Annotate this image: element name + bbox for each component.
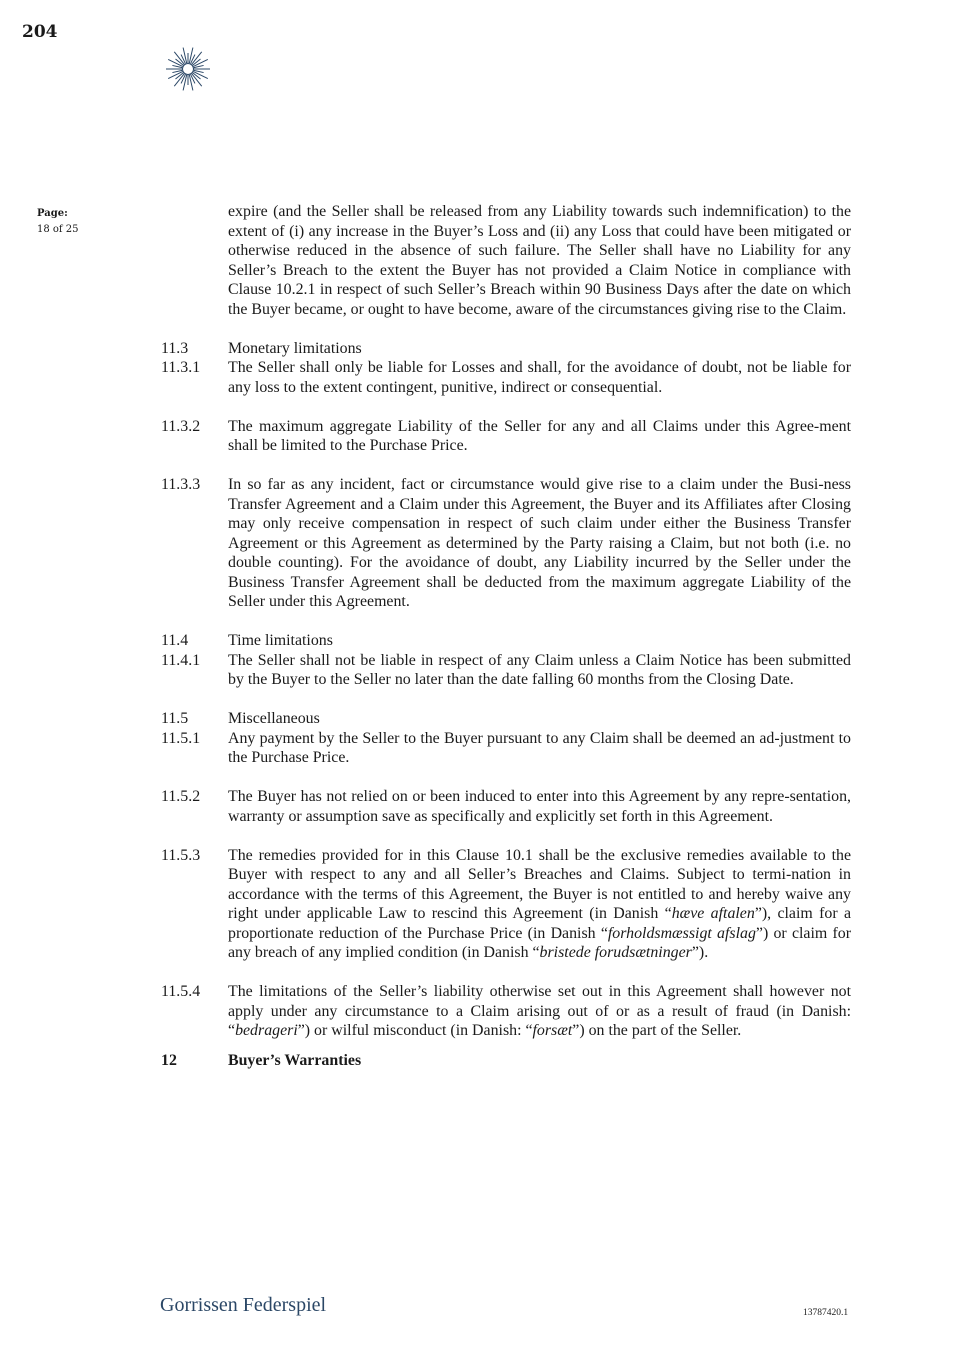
paragraph-continuation bbox=[161, 202, 851, 319]
clause-11-3-1 bbox=[161, 358, 851, 397]
clause-11-5-2 bbox=[161, 787, 851, 826]
clause-11-4-1 bbox=[161, 651, 851, 690]
logo-center bbox=[183, 64, 194, 75]
section-11-4-heading bbox=[161, 631, 851, 651]
section-11-5-heading bbox=[161, 709, 851, 729]
document-body bbox=[161, 202, 851, 1070]
clause-text: The maximum aggregate Liability of the Seller for any and all Claims under this Agree-ment shall be limited to the Purchase Price. bbox=[228, 417, 851, 454]
clause-text: The Seller shall only be liable for Losses and shall, for the avoidance of doubt, not be liable for any loss to the extent contingent, punitive, indirect or consequential. bbox=[228, 359, 851, 396]
clause-number: 11.5.3 bbox=[161, 846, 201, 864]
brand-name: Gorrissen Federspiel bbox=[160, 1294, 327, 1316]
danish-term: forsæt bbox=[532, 1022, 573, 1039]
text-run: The limitations of the Seller’s liability otherwise set out in this Agreement shall however not apply under any circumstance to a Claim arising out of or as a result of fraud (in Danish: “ bbox=[228, 983, 851, 1039]
text-run: ”) or wilful misconduct (in Danish: “ bbox=[297, 1022, 533, 1039]
clause-11-5-4 bbox=[161, 982, 851, 1041]
text-run: ”), claim for a proportionate reduction of the Purchase Price (in Danish “ bbox=[228, 905, 852, 942]
page-number: 204 bbox=[22, 22, 58, 42]
clause-number: 11.3.1 bbox=[161, 359, 201, 376]
danish-term: bedrageri bbox=[235, 1022, 298, 1039]
clause-number: 11.5.2 bbox=[161, 788, 201, 805]
clause-text bbox=[228, 982, 851, 1041]
text-run: The remedies provided for in this Clause 10.1 shall be the exclusive remedies available to the Buyer with respect to any and all Seller’s Breaches and Claims. Subject to termi-nation in accordance with the terms of this Agreement, the Buyer is not entitled to and hereby waive any right under applicable Law to rescind this Agreement (in Danish “ bbox=[228, 846, 851, 922]
clause-11-3-2 bbox=[161, 417, 851, 456]
clause-text: The Seller shall not be liable in respect of any Claim unless a Claim Notice has been submitted by the Buyer to the Seller no later than the date falling 60 months from the Closing Date. bbox=[228, 651, 851, 688]
danish-term: hæve aftalen bbox=[671, 905, 755, 922]
clause-11-5-1 bbox=[161, 729, 851, 768]
clause-number: 11.3.2 bbox=[161, 417, 201, 435]
clause-number: 11.4 bbox=[161, 632, 189, 649]
clause-11-5-3 bbox=[161, 846, 851, 963]
clause-title: Time limitations bbox=[228, 632, 333, 649]
clause-number: 12 bbox=[161, 1051, 177, 1069]
clause-text: The Buyer has not relied on or been induced to enter into this Agreement by any repre-sentation, warranty or assumption save as specifically and explicitly set forth in this Agreement. bbox=[228, 788, 851, 825]
clause-number: 11.4.1 bbox=[161, 651, 201, 669]
document-reference: 13787420.1 bbox=[803, 1308, 849, 1318]
clause-title: Monetary limitations bbox=[228, 339, 362, 357]
page-of-label: 18 of 25 bbox=[37, 224, 79, 235]
clause-text: In so far as any incident, fact or circumstance would give rise to a claim under the Busi-ness Transfer Agreement and a Claim under this Agreement, the Buyer and its Affiliates after Closing may only receive compensation in respect of such claim under either the Business Transfer Agreement or this Agreement as determined by the Party raising a Claim, but not both (i.e. no double counting). For the avoidance of doubt, any Liability incurred by the Seller under the Business Transfer Agreement shall be deducted from the maximum aggregate Liability of the Seller under this Agreement. bbox=[228, 476, 851, 610]
page-label: Page: bbox=[37, 208, 68, 219]
clause-number: 11.5 bbox=[161, 710, 189, 727]
clause-number: 11.5.1 bbox=[161, 729, 201, 747]
page-indicator bbox=[37, 206, 79, 238]
paragraph-text: expire (and the Seller shall be released from any Liability towards such indemnification) to the extent of (i) any increase in the Buyer’s Loss and (ii) any Loss that could have been mitigated or otherwise reduced in the absence of such failure. The Seller shall have no Liability for any Seller’s Breach to the extent the Buyer has not provided a Claim Notice in compliance with Clause 10.2.1 in respect of such Seller’s Breach within 90 Business Days after the date on which the Buyer became, or ought to have become, aware of the circumstances giving rise to the Claim. bbox=[228, 203, 851, 318]
section-12-heading bbox=[161, 1051, 851, 1071]
danish-term: bristede forudsætninger bbox=[539, 944, 692, 961]
section-title: Buyer’s Warranties bbox=[228, 1051, 362, 1069]
text-run: ”). bbox=[691, 944, 709, 961]
clause-title: Miscellaneous bbox=[228, 710, 320, 727]
section-11-3-heading bbox=[161, 339, 851, 359]
clause-text: Any payment by the Seller to the Buyer pursuant to any Claim shall be deemed an ad-justment to the Purchase Price. bbox=[228, 729, 851, 766]
clause-number: 11.5.4 bbox=[161, 983, 201, 1000]
clause-number: 11.3.3 bbox=[161, 476, 201, 493]
text-run: ”) on the part of the Seller. bbox=[572, 1022, 742, 1039]
sunburst-logo-icon bbox=[160, 45, 216, 93]
text-run: ”) or claim for any breach of any implied condition (in Danish “ bbox=[228, 924, 852, 961]
clause-11-3-3 bbox=[161, 475, 851, 612]
danish-term: forholdsmæssigt afslag bbox=[607, 924, 756, 942]
clause-text bbox=[228, 846, 851, 963]
clause-number: 11.3 bbox=[161, 339, 189, 357]
